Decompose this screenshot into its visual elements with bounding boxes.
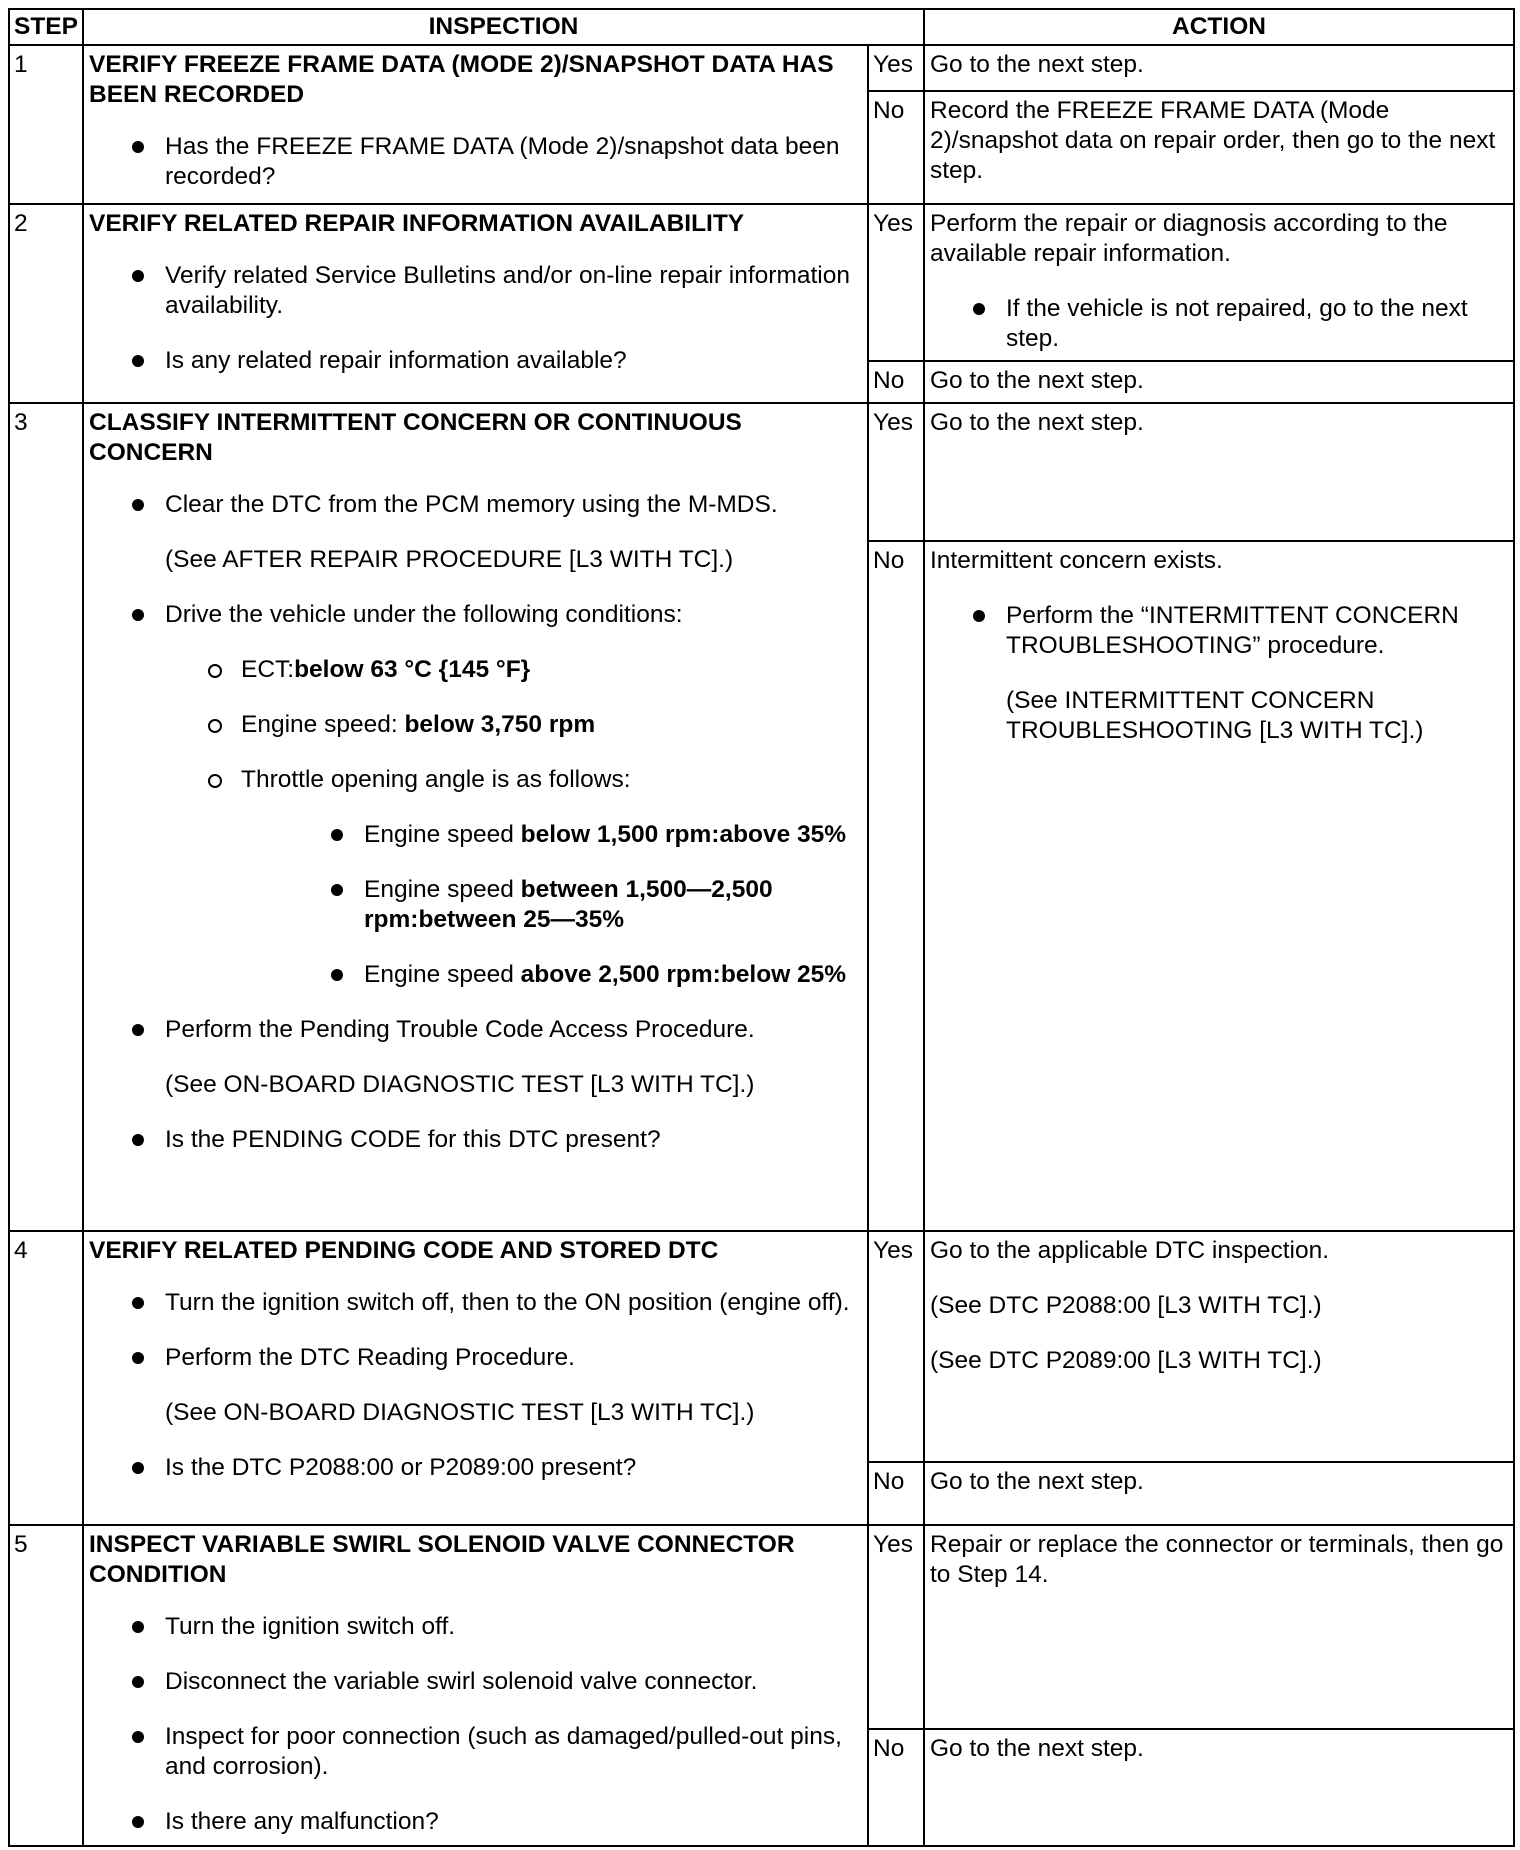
step-1-inspection (83, 45, 868, 204)
step-5-no-action: Go to the next step. (924, 1729, 1514, 1846)
step-4-title: VERIFY RELATED PENDING CODE AND STORED DTC (89, 1237, 719, 1264)
step-1-bullet-1: Has the FREEZE FRAME DATA (Mode 2)/snapshot data been recorded? (89, 132, 862, 192)
step-5-title: INSPECT VARIABLE SWIRL SOLENOID VALVE CONNECTOR CONDITION (89, 1531, 795, 1588)
step-5-no-label: No (868, 1729, 924, 1846)
step-3-bullet-1: Clear the DTC from the PCM memory using the M-MDS. (See AFTER REPAIR PROCEDURE [L3 WITH TC].) (89, 490, 862, 575)
step-3-bullet-3-note: (See ON-BOARD DIAGNOSTIC TEST [L3 WITH TC].) (165, 1071, 755, 1098)
step-1-no-label: No (868, 91, 924, 204)
action-column-header: ACTION (924, 9, 1514, 45)
step-2-bullet-2: Is any related repair information available? (89, 346, 862, 376)
step-2-no-label: No (868, 361, 924, 403)
step-5-number: 5 (9, 1525, 83, 1846)
step-3-inspection (83, 403, 868, 1231)
step-4-bullet-2: Perform the DTC Reading Procedure. (See ON-BOARD DIAGNOSTIC TEST [L3 WITH TC].) (89, 1343, 862, 1428)
step-2-bullet-1: Verify related Service Bulletins and/or on-line repair information availability. (89, 261, 862, 321)
step-5-bullet-4: Is there any malfunction? (89, 1807, 862, 1837)
step-3-condition-throttle: Throttle opening angle is as follows: Engine speed below 1,500 rpm:above 35% Engine speed between 1,500—2,500 rpm:between 25—35% Engine speed above 2,500 rpm:below 25% (165, 765, 862, 990)
step-3-number: 3 (9, 403, 83, 1231)
step-5-yes-action: Repair or replace the connector or terminals, then go to Step 14. (924, 1525, 1514, 1729)
step-3-no-action (924, 541, 1514, 1231)
step-3-yes-label: Yes (868, 403, 924, 541)
step-4-inspection (83, 1231, 868, 1525)
step-4-bullet-2-note: (See ON-BOARD DIAGNOSTIC TEST [L3 WITH TC].) (165, 1399, 755, 1426)
table-header-row (9, 9, 1514, 45)
step-2-yes-row (9, 204, 1514, 361)
step-3-yes-action: Go to the next step. (924, 403, 1514, 541)
step-3-title: CLASSIFY INTERMITTENT CONCERN OR CONTINUOUS CONCERN (89, 409, 742, 466)
step-4-yes-text: Go to the applicable DTC inspection. (930, 1237, 1330, 1264)
step-3-no-bullet-1: Perform the “INTERMITTENT CONCERN TROUBLESHOOTING” procedure. (See INTERMITTENT CONCERN TROUBLESHOOTING [L3 WITH TC].) (930, 601, 1508, 746)
step-3-throttle-high: Engine speed above 2,500 rpm:below 25% (258, 960, 862, 990)
step-3-no-bullet-1-note: (See INTERMITTENT CONCERN TROUBLESHOOTING [L3 WITH TC].) (1006, 687, 1424, 744)
step-2-yes-text: Perform the repair or diagnosis according to the available repair information. (930, 210, 1448, 267)
step-2-yes-bullet-1: If the vehicle is not repaired, go to the next step. (930, 294, 1508, 354)
step-4-bullet-1: Turn the ignition switch off, then to the ON position (engine off). (89, 1288, 862, 1318)
step-2-yes-action (924, 204, 1514, 361)
step-2-yes-label: Yes (868, 204, 924, 361)
step-3-throttle-low: Engine speed below 1,500 rpm:above 35% (258, 820, 862, 850)
step-2-inspection (83, 204, 868, 403)
step-5-inspection (83, 1525, 868, 1846)
step-5-bullet-1: Turn the ignition switch off. (89, 1612, 862, 1642)
diagnostic-procedure-table (8, 8, 1515, 1847)
step-4-bullet-3: Is the DTC P2088:00 or P2089:00 present? (89, 1453, 862, 1483)
step-4-yes-label: Yes (868, 1231, 924, 1462)
step-3-bullet-3: Perform the Pending Trouble Code Access Procedure. (See ON-BOARD DIAGNOSTIC TEST [L3 WITH TC].) (89, 1015, 862, 1100)
step-5-yes-label: Yes (868, 1525, 924, 1729)
step-3-condition-ect: ECT:below 63 °C {145 °F} (165, 655, 862, 685)
step-4-number: 4 (9, 1231, 83, 1525)
step-column-header: STEP (9, 9, 83, 45)
step-2-no-action: Go to the next step. (924, 361, 1514, 403)
step-1-no-action: Record the FREEZE FRAME DATA (Mode 2)/snapshot data on repair order, then go to the next step. (924, 91, 1514, 204)
step-1-number: 1 (9, 45, 83, 204)
step-1-title: VERIFY FREEZE FRAME DATA (MODE 2)/SNAPSHOT DATA HAS BEEN RECORDED (89, 51, 834, 108)
step-3-throttle-mid: Engine speed between 1,500—2,500 rpm:between 25—35% (258, 875, 862, 935)
step-4-no-action: Go to the next step. (924, 1462, 1514, 1525)
step-4-yes-ref-1: (See DTC P2088:00 [L3 WITH TC].) (930, 1292, 1322, 1319)
step-1-yes-row (9, 45, 1514, 91)
step-3-no-text: Intermittent concern exists. (930, 547, 1223, 574)
step-3-bullet-2: Drive the vehicle under the following conditions: ECT:below 63 °C {145 °F} Engine speed: below 3,750 rpm Throttle opening angle is as follows: Engine speed below 1,500 rpm:above 35% Engine speed between 1,500—2,500 rpm:between 25—35% Engine speed above 2,500 rpm:below 25% (89, 600, 862, 990)
step-2-title: VERIFY RELATED REPAIR INFORMATION AVAILABILITY (89, 210, 745, 237)
step-4-yes-ref-2: (See DTC P2089:00 [L3 WITH TC].) (930, 1347, 1322, 1374)
step-1-yes-label: Yes (868, 45, 924, 91)
inspection-column-header: INSPECTION (83, 9, 924, 45)
step-3-yes-row (9, 403, 1514, 541)
step-5-bullet-2: Disconnect the variable swirl solenoid valve connector. (89, 1667, 862, 1697)
step-3-condition-engine-speed: Engine speed: below 3,750 rpm (165, 710, 862, 740)
step-5-bullet-3: Inspect for poor connection (such as damaged/pulled-out pins, and corrosion). (89, 1722, 862, 1782)
step-4-no-label: No (868, 1462, 924, 1525)
step-1-yes-action: Go to the next step. (924, 45, 1514, 91)
step-3-bullet-4: Is the PENDING CODE for this DTC present? (89, 1125, 862, 1155)
step-4-yes-row (9, 1231, 1514, 1462)
step-5-yes-row (9, 1525, 1514, 1729)
step-3-bullet-1-note: (See AFTER REPAIR PROCEDURE [L3 WITH TC].) (165, 546, 734, 573)
step-3-no-label: No (868, 541, 924, 1231)
step-4-yes-action (924, 1231, 1514, 1462)
step-2-number: 2 (9, 204, 83, 403)
